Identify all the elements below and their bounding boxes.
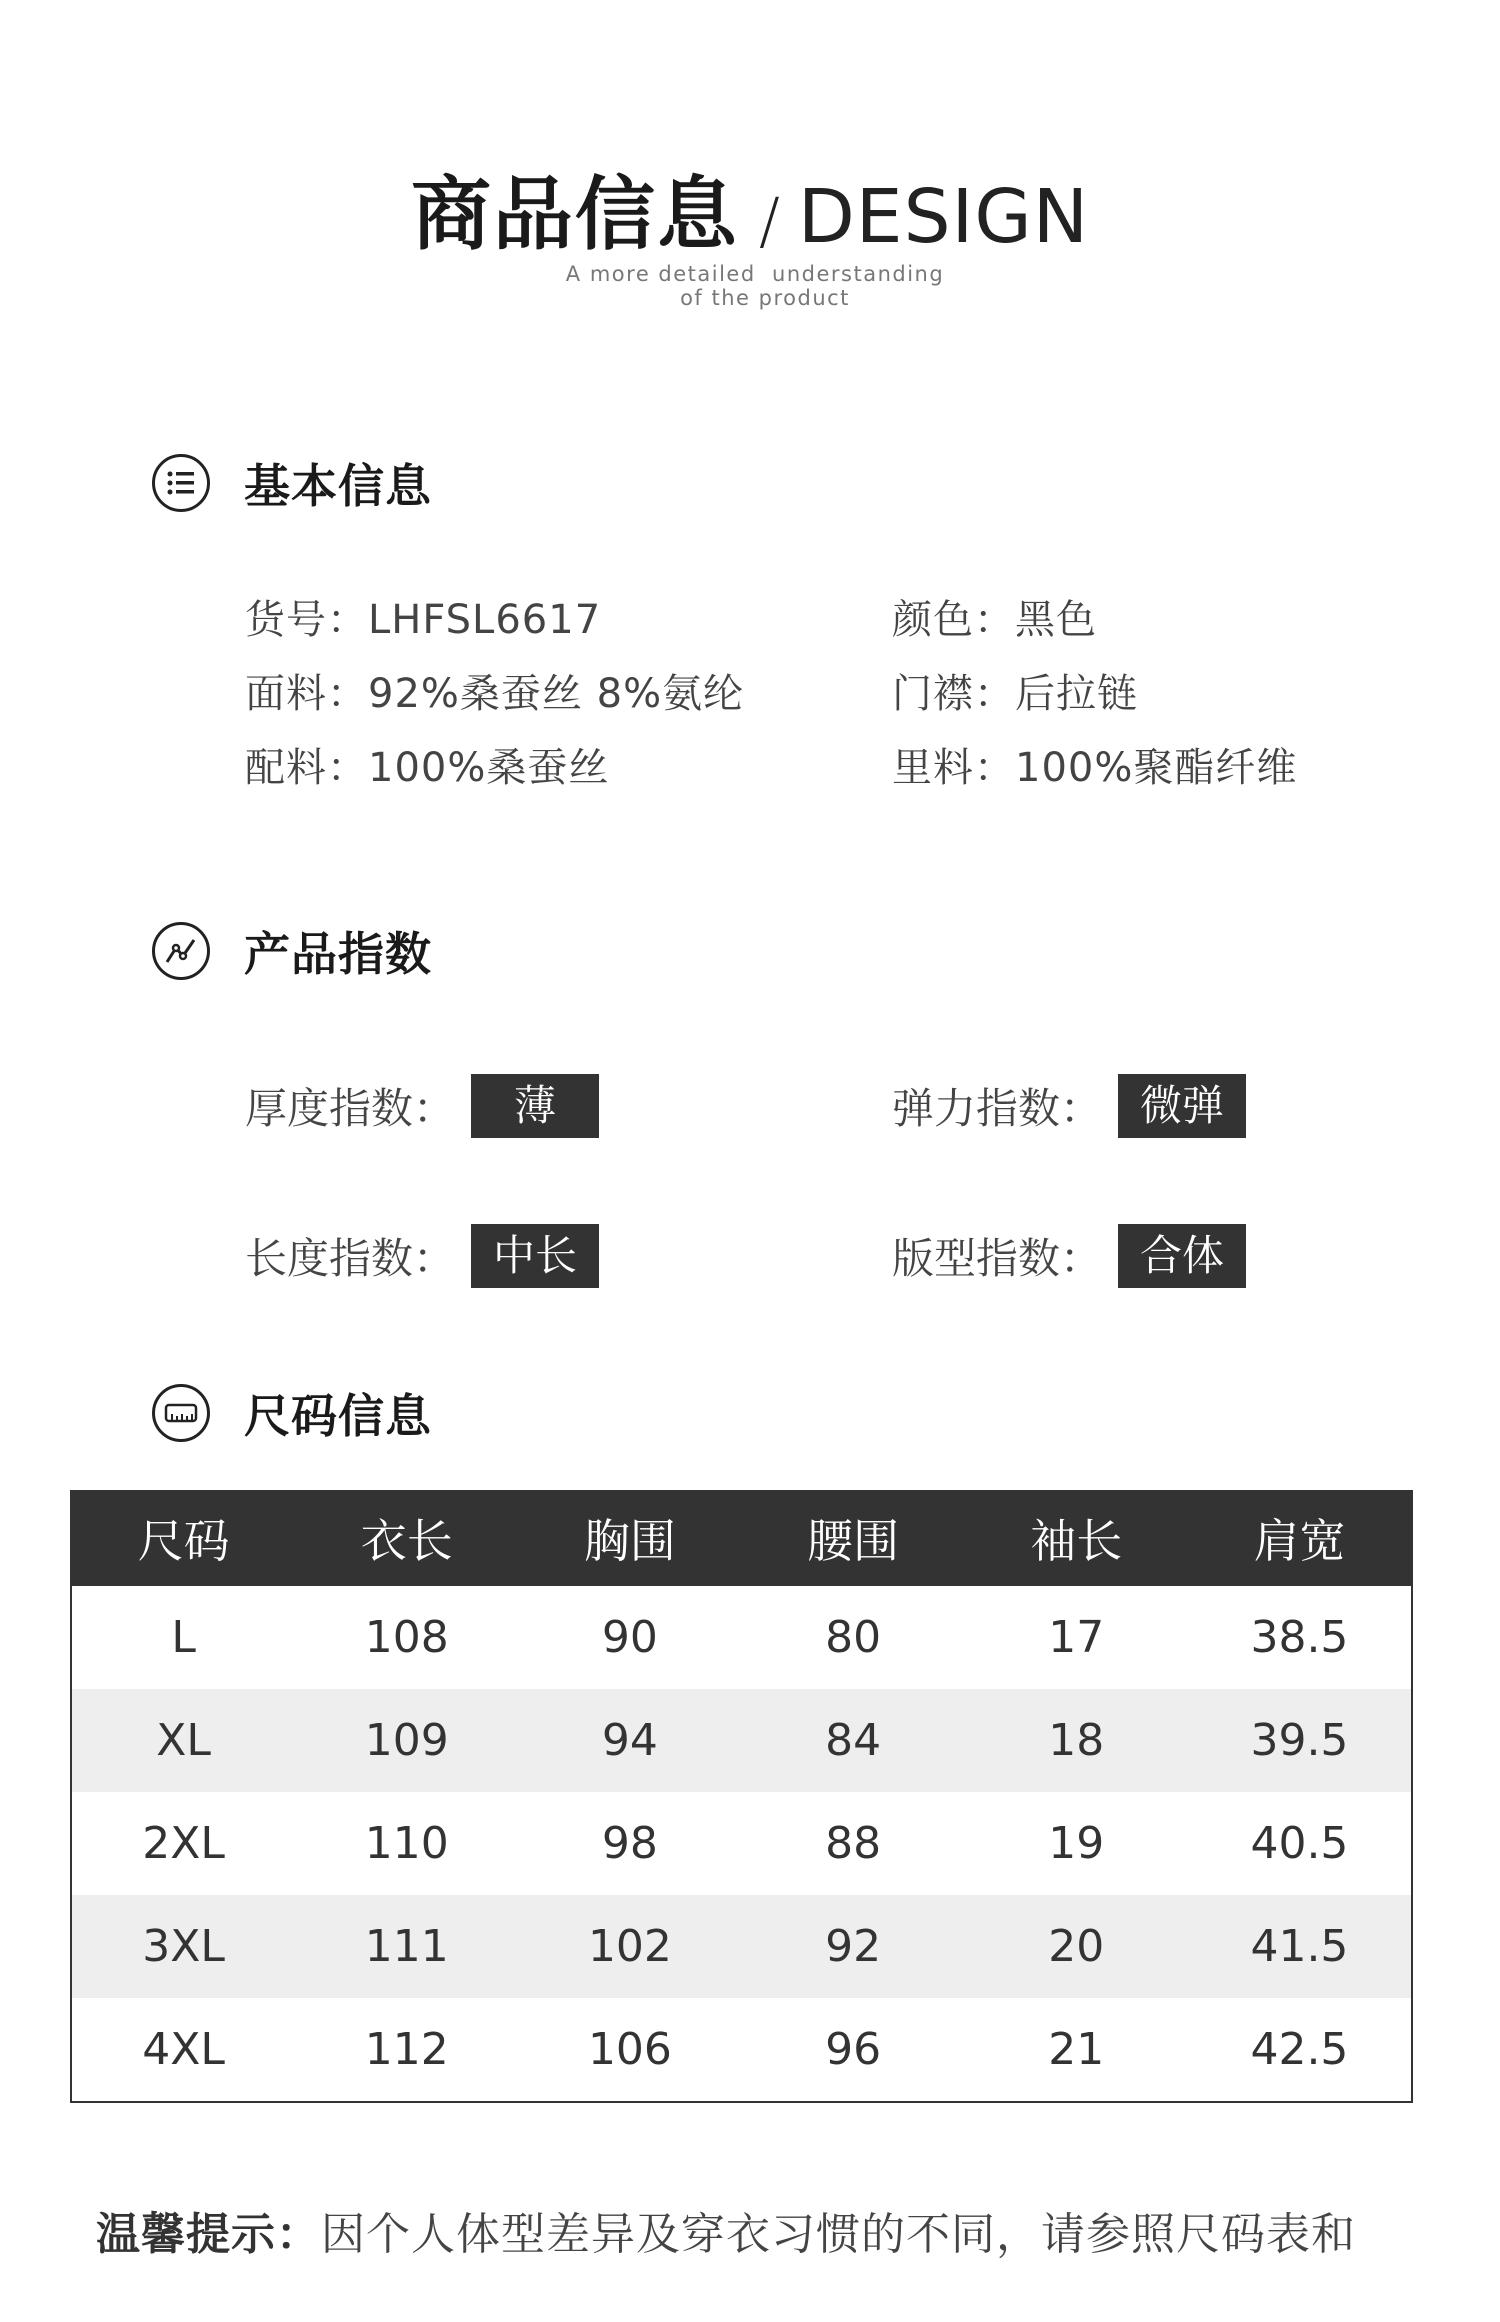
table-cell: 96 [825, 2024, 882, 2075]
column-header: 尺码 [137, 1514, 230, 1568]
info-key: 颜色： [892, 597, 1015, 643]
page-title [411, 150, 1089, 265]
info-value: 黑色 [1015, 597, 1097, 643]
index-key: 版型指数： [892, 1234, 1103, 1283]
table-header [72, 1490, 1411, 1586]
table-cell: 92 [825, 1921, 882, 1972]
index-tag: 微弹 [1118, 1074, 1246, 1138]
column-header: 肩宽 [1253, 1514, 1346, 1568]
info-key: 面料： [245, 671, 368, 717]
table-cell: 106 [587, 2024, 672, 2075]
table-cell: 109 [364, 1715, 449, 1766]
table-cell: 80 [825, 1612, 882, 1663]
trend-icon [152, 922, 210, 980]
table-row [72, 1586, 1411, 1689]
info-item-closure [892, 662, 1138, 719]
subtitle-line-2: of the product [680, 286, 850, 310]
tip-text [96, 2198, 1356, 2262]
info-item-trim [245, 736, 609, 793]
table-cell: 42.5 [1250, 2024, 1349, 2075]
table-row [72, 1689, 1411, 1792]
title-chinese: 商品信息 [410, 168, 739, 261]
table-cell: 102 [587, 1921, 672, 1972]
table-cell: 38.5 [1250, 1612, 1349, 1663]
table-cell: 19 [1048, 1818, 1105, 1869]
index-thickness [245, 1074, 599, 1138]
section-title: 尺码信息 [244, 1389, 432, 1443]
index-tag: 薄 [471, 1074, 599, 1138]
size-table [70, 1490, 1413, 2103]
table-row [72, 1998, 1411, 2101]
title-english: DESIGN [797, 174, 1090, 260]
ruler-icon [152, 1384, 210, 1442]
table-cell: 4XL [142, 2024, 225, 2075]
table-cell: XL [156, 1715, 211, 1766]
info-item-color [892, 588, 1097, 645]
index-tag: 中长 [471, 1224, 599, 1288]
column-header: 腰围 [807, 1514, 900, 1568]
info-value: 100%聚酯纤维 [1015, 745, 1298, 791]
table-cell: 88 [825, 1818, 882, 1869]
table-cell: 40.5 [1250, 1818, 1349, 1869]
tip-body: 因个人体型差异及穿衣习惯的不同，请参照尺码表和 [321, 2209, 1356, 2260]
table-cell: 20 [1048, 1921, 1105, 1972]
table-cell: 18 [1048, 1715, 1105, 1766]
table-cell: 3XL [142, 1921, 225, 1972]
info-key: 门襟： [892, 671, 1015, 717]
title-separator: / [758, 184, 780, 257]
index-tag: 合体 [1118, 1224, 1246, 1288]
info-value: 后拉链 [1015, 671, 1138, 717]
list-icon [152, 454, 210, 512]
index-fit [892, 1224, 1246, 1288]
section-size-info [152, 1380, 432, 1446]
table-cell: 94 [601, 1715, 658, 1766]
table-cell: 84 [825, 1715, 882, 1766]
table-row [72, 1792, 1411, 1895]
table-cell: 41.5 [1250, 1921, 1349, 1972]
table-cell: L [171, 1612, 196, 1663]
info-value: LHFSL6617 [368, 597, 602, 643]
table-cell: 2XL [142, 1818, 225, 1869]
section-product-index [152, 918, 432, 984]
index-length [245, 1224, 599, 1288]
table-cell: 90 [601, 1612, 658, 1663]
column-header: 袖长 [1030, 1514, 1123, 1568]
column-header: 衣长 [360, 1514, 453, 1568]
tip-label: 温馨提示： [96, 2209, 321, 2260]
section-title: 基本信息 [244, 459, 432, 513]
page-subtitle [0, 262, 1500, 310]
table-cell: 17 [1048, 1612, 1105, 1663]
column-header: 胸围 [583, 1514, 676, 1568]
info-value: 92%桑蚕丝 8%氨纶 [368, 671, 745, 717]
table-cell: 39.5 [1250, 1715, 1349, 1766]
info-key: 里料： [892, 745, 1015, 791]
index-key: 厚度指数： [245, 1084, 456, 1133]
info-item-sku [245, 588, 601, 645]
section-title: 产品指数 [244, 927, 432, 981]
table-row [72, 1895, 1411, 1998]
table-cell: 111 [364, 1921, 449, 1972]
index-key: 长度指数： [245, 1234, 456, 1283]
info-key: 配料： [245, 745, 368, 791]
table-cell: 112 [364, 2024, 449, 2075]
info-item-lining [892, 736, 1297, 793]
index-elasticity [892, 1074, 1246, 1138]
info-key: 货号： [245, 597, 368, 643]
table-cell: 98 [601, 1818, 658, 1869]
index-key: 弹力指数： [892, 1084, 1103, 1133]
page-header [0, 150, 1500, 265]
subtitle-line-1: A more detailed understanding [565, 262, 945, 286]
section-basic-info [152, 450, 432, 516]
table-cell: 21 [1048, 2024, 1105, 2075]
info-value: 100%桑蚕丝 [368, 745, 610, 791]
table-cell: 108 [364, 1612, 449, 1663]
info-item-fabric [245, 662, 744, 719]
table-cell: 110 [364, 1818, 449, 1869]
